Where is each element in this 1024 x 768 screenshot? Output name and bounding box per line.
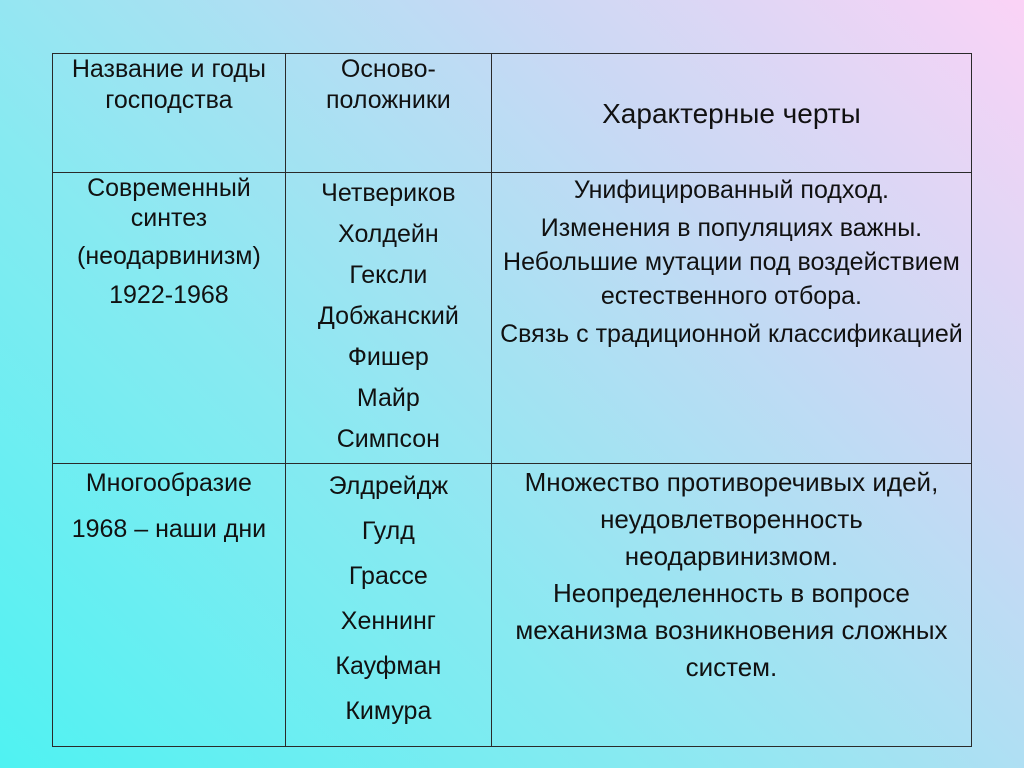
- founder-name: Грассе: [348, 562, 428, 590]
- header-name-years: Название и годы господства: [53, 54, 286, 173]
- founder-name: Фишер: [347, 343, 429, 371]
- feature-text: Унифицированный подход.: [573, 176, 889, 204]
- founder-name: Четвериков: [321, 179, 456, 207]
- founder-name: Хеннинг: [340, 607, 436, 635]
- founder-name: Гулд: [361, 517, 415, 545]
- row-2-name: Многообразие: [85, 469, 252, 497]
- feature-text: Связь с традиционной классификацией: [500, 320, 963, 348]
- table-header-row: [53, 54, 972, 173]
- row-2-years: 1968 – наши дни: [71, 515, 267, 543]
- founder-name: Кауфман: [335, 652, 442, 680]
- founder-name: Холдейн: [338, 220, 439, 248]
- row-1-name-extra: (неодарвинизм): [77, 242, 261, 270]
- table-row-diversity: [53, 464, 972, 747]
- founder-name: Гексли: [349, 261, 428, 289]
- row-1-founders-cell: [285, 173, 491, 464]
- founder-name: Кимура: [345, 697, 432, 725]
- founder-name: Симпсон: [336, 425, 440, 453]
- feature-text: Множество противоречивых идей, неудовлетворенность неодарвинизмом.: [524, 467, 939, 571]
- feature-text: Изменения в популяциях важны. Небольшие мутации под воздействием естественного отбора.: [503, 214, 960, 310]
- feature-text: Неопределенность в вопросе механизма возникновения сложных систем.: [515, 578, 948, 682]
- row-1-name: Современный синтез: [87, 174, 251, 232]
- row-2-name-cell: [53, 464, 286, 747]
- row-1-name-cell: [53, 173, 286, 464]
- founder-name: Добжанский: [317, 302, 459, 330]
- header-features: Характерные черты: [491, 54, 971, 173]
- founder-name: Майр: [356, 384, 420, 412]
- row-1-years: 1922-1968: [109, 281, 229, 309]
- row-2-features-cell: [491, 464, 971, 747]
- table-row-modern-synthesis: [53, 173, 972, 464]
- row-1-features-cell: [491, 173, 971, 464]
- row-2-founders-cell: [285, 464, 491, 747]
- evolution-theories-table: [52, 53, 972, 747]
- founder-name: Элдрейдж: [328, 472, 449, 500]
- header-founders: Осново-положники: [285, 54, 491, 173]
